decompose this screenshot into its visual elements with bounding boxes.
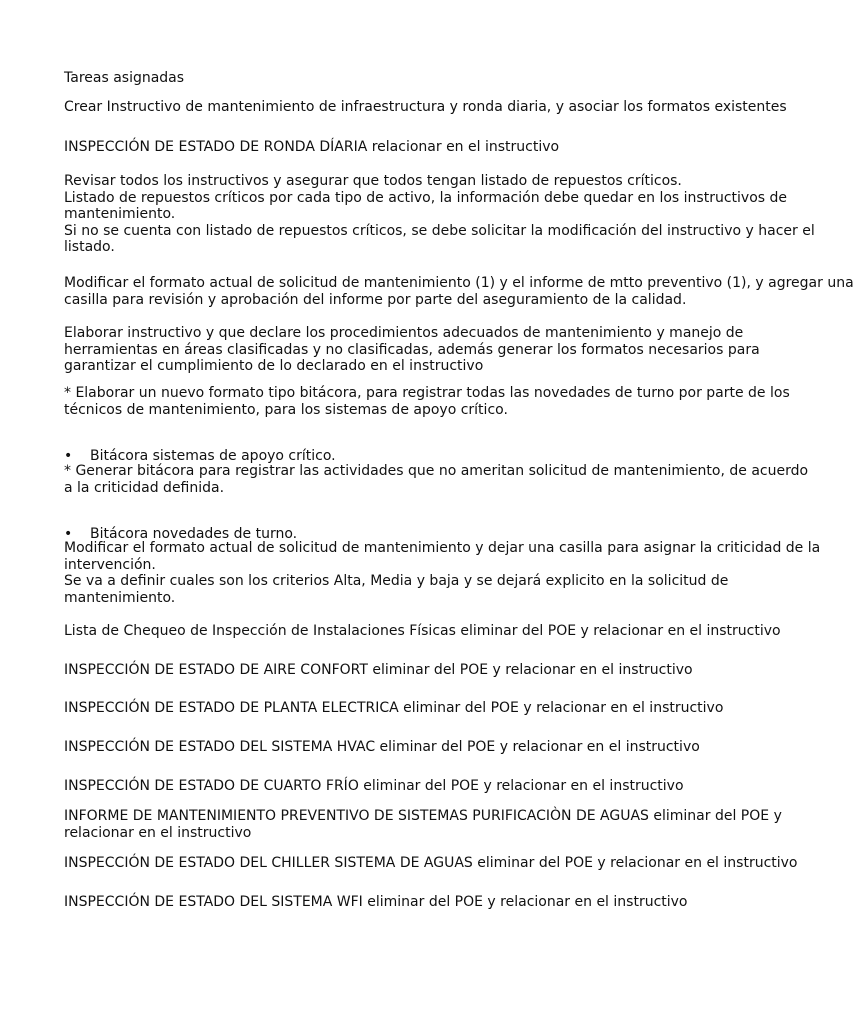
paragraph-purificacion-aguas [64, 808, 824, 841]
text-line: Elaborar instructivo y que declare los procedimientos adecuados de mantenimiento y manejo de [64, 325, 744, 341]
paragraph-sistema-wfi: INSPECCIÓN DE ESTADO DEL SISTEMA WFI eliminar del POE y relacionar en el instructivo [64, 894, 688, 910]
text-line: * Generar bitácora para registrar las actividades que no ameritan solicitud de mantenimiento, de acuerdo [64, 463, 809, 479]
bullet-icon: • [64, 448, 73, 464]
paragraph-instructivo-infraestructura: Crear Instructivo de mantenimiento de infraestructura y ronda diaria, y asociar los formatos existentes [64, 99, 787, 115]
paragraph-lista-chequeo: Lista de Chequeo de Inspección de Instalaciones Físicas eliminar del POE y relacionar en el instructivo [64, 623, 781, 639]
paragraph-criticidad [64, 540, 824, 606]
text-line: Se va a definir cuales son los criterios Alta, Media y baja y se dejará explicito en la solicitud de [64, 573, 729, 590]
text-line: Si no se cuenta con listado de repuestos críticos, se debe solicitar la modificación del instructivo y hacer el [64, 222, 815, 239]
paragraph-areas-clasificadas [64, 325, 824, 375]
document-heading: Tareas asignadas [64, 70, 185, 86]
text-line: Revisar todos los instructivos y asegurar que todos tengan listado de repuestos críticos. [64, 173, 682, 189]
text-line: técnicos de mantenimiento, para los sistemas de apoyo crítico. [64, 401, 508, 418]
paragraph-generar-bitacora [64, 463, 824, 496]
paragraph-chiller: INSPECCIÓN DE ESTADO DEL CHILLER SISTEMA DE AGUAS eliminar del POE y relacionar en el instructivo [64, 855, 798, 871]
bullet-text: Bitácora novedades de turno. [90, 526, 298, 542]
text-line: herramientas en áreas clasificadas y no clasificadas, además generar los formatos necesarios para [64, 341, 760, 358]
paragraph-bitacora-formato [64, 385, 824, 418]
paragraph-formato-solicitud [64, 275, 854, 308]
paragraph-ronda-diaria: INSPECCIÓN DE ESTADO DE RONDA DÍARIA relacionar en el instructivo [64, 139, 560, 155]
text-line: mantenimiento. [64, 589, 176, 606]
text-line: a la criticidad definida. [64, 479, 225, 496]
paragraph-planta-electrica: INSPECCIÓN DE ESTADO DE PLANTA ELECTRICA eliminar del POE y relacionar en el instructivo [64, 700, 724, 716]
text-line: Listado de repuestos críticos por cada tipo de activo, la información debe quedar en los instructivos de [64, 189, 788, 206]
text-line: intervención. [64, 556, 156, 573]
text-line: INFORME DE MANTENIMIENTO PREVENTIVO DE SISTEMAS PURIFICACIÒN DE AGUAS eliminar del POE y [64, 808, 782, 824]
text-line: garantizar el cumplimiento de lo declarado en el instructivo [64, 358, 484, 375]
paragraph-cuarto-frio: INSPECCIÓN DE ESTADO DE CUARTO FRÍO eliminar del POE y relacionar en el instructivo [64, 778, 684, 794]
text-line: casilla para revisión y aprobación del informe por parte del aseguramiento de la calidad. [64, 291, 687, 308]
paragraph-repuestos-criticos [64, 173, 824, 256]
text-line: Modificar el formato actual de solicitud de mantenimiento y dejar una casilla para asignar la criticidad de la [64, 540, 821, 556]
paragraph-aire-confort: INSPECCIÓN DE ESTADO DE AIRE CONFORT eliminar del POE y relacionar en el instructivo [64, 662, 693, 678]
bullet-icon: • [64, 526, 73, 542]
bullet-text: Bitácora sistemas de apoyo crítico. [90, 448, 336, 464]
text-line: relacionar en el instructivo [64, 824, 252, 841]
text-line: listado. [64, 239, 115, 256]
text-line: Modificar el formato actual de solicitud de mantenimiento (1) y el informe de mtto preventivo (1), y agregar una [64, 275, 854, 291]
text-line: * Elaborar un nuevo formato tipo bitácora, para registrar todas las novedades de turno por parte de los [64, 385, 790, 401]
text-line: mantenimiento. [64, 206, 176, 223]
paragraph-sistema-hvac: INSPECCIÓN DE ESTADO DEL SISTEMA HVAC eliminar del POE y relacionar en el instructivo [64, 739, 700, 755]
